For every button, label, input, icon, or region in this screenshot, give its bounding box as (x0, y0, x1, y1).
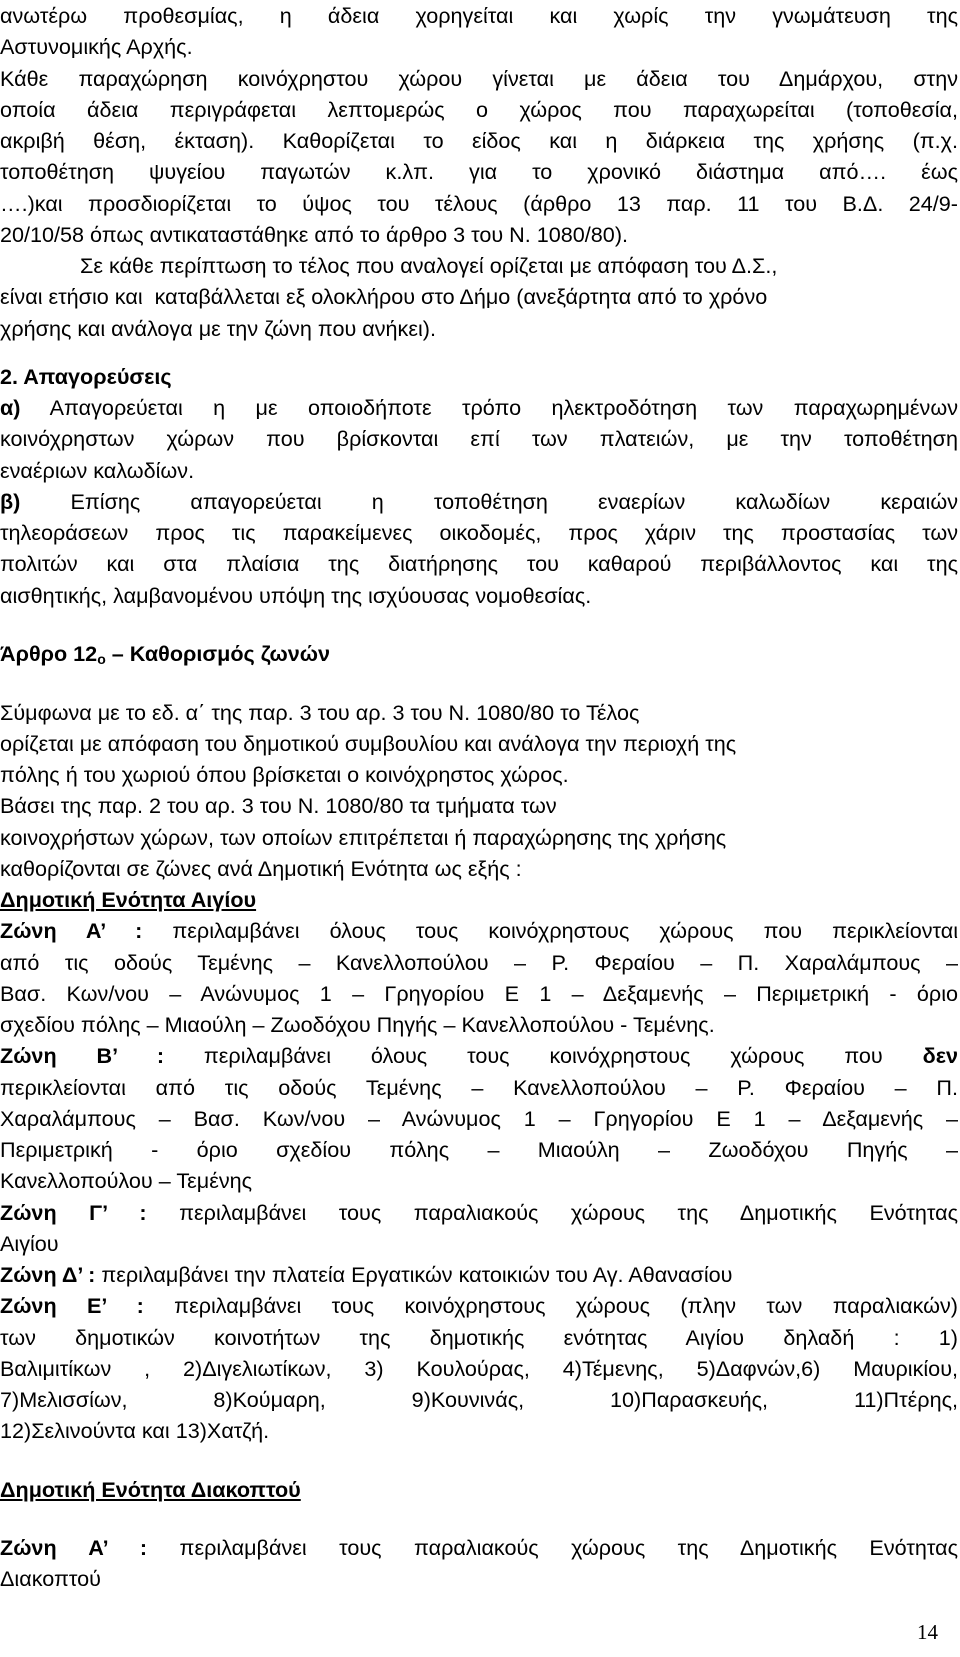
text-line: Σε κάθε περίπτωση το τέλος που αναλογεί ορίζεται με απόφαση του Δ.Σ., (80, 253, 778, 278)
text-line: τηλεοράσεων προς τις παρακείμενες οικοδομές, προς χάριν της προστασίας των (0, 520, 958, 545)
unit-heading: Δημοτική Ενότητα Αιγίου (0, 887, 257, 912)
zone-line (0, 1532, 958, 1563)
text-line: εναέριων καλωδίων. (0, 458, 195, 483)
zone-line (0, 1040, 958, 1071)
zone-line (0, 915, 958, 946)
text-span: Απαγορεύεται η με οποιοδήποτε τρόπο ηλεκτροδότηση των παραχωρημένων (49, 395, 958, 420)
text-line: Κάθε παραχώρηση κοινόχρηστου χώρου γίνεται με άδεια του Δημάρχου, στην (0, 66, 958, 91)
text-line: καθορίζονται σε ζώνες ανά Δημοτική Ενότητα ως εξής : (0, 856, 522, 881)
text-line: Βαλιμιτίκων , 2)Διγελιωτίκων, 3) Κουλούρας, 4)Τέμενης, 5)Δαφνών,6) Μαυρικίου, (0, 1356, 958, 1381)
text-line: ανωτέρω προθεσμίας, η άδεια χορηγείται και χωρίς την γνωμάτευση της (0, 3, 958, 28)
text-line: τοποθέτηση ψυγείου παγωτών κ.λπ. για το χρονικό διάστημα από…. έως (0, 159, 958, 184)
text-line: Χαραλάμπους – Βασ. Κων/νου – Ανώνυμος 1 – Γρηγορίου Ε 1 – Δεξαμενής – (0, 1106, 958, 1131)
zone-line (0, 1290, 958, 1321)
text-span: περιλαμβάνει όλους τους κοινόχρηστους χώρους που (164, 1043, 923, 1068)
text-span: περιλαμβάνει την πλατεία Εργατικών κατοικιών του Αγ. Αθανασίου (95, 1262, 733, 1287)
text-span: περιλαμβάνει τους κοινόχρηστους χώρους (πλην των παραλιακών) (143, 1293, 958, 1318)
text-line: από τις οδούς Τεμένης – Κανελλοπούλου – Ρ. Φεραίου – Π. Χαραλάμπους – (0, 950, 958, 975)
text-line: αισθητικής, λαμβανομένου υπόψη της ισχύουσας νομοθεσίας. (0, 583, 592, 608)
article-heading (0, 638, 958, 675)
text-line: ορίζεται με απόφαση του δημοτικού συμβουλίου και ανάλογα την περιοχή της (0, 731, 737, 756)
zone-label: Ζώνη Α’ : (0, 918, 143, 943)
text-line: κοινόχρηστων χώρων που βρίσκονται επί των πλατειών, με την τοποθέτηση (0, 426, 958, 451)
emphasis: δεν (922, 1043, 958, 1068)
paragraph-line (0, 486, 958, 517)
text-span: περιλαμβάνει τους παραλιακούς χώρους της Δημοτικής Ενότητας (146, 1200, 959, 1225)
article-prefix: Άρθρο 12 (0, 641, 98, 666)
zone-line (0, 1197, 958, 1228)
text-line: Περιμετρική - όριο σχεδίου πόλης – Μιαούλη – Ζωοδόχου Πηγής – (0, 1137, 958, 1162)
text-line: των δημοτικών κοινοτήτων της δημοτικής ενότητας Αιγίου δηλαδή : 1) (0, 1325, 958, 1350)
text-line: πόλης ή του χωριού όπου βρίσκεται ο κοινόχρηστος χώρος. (0, 762, 569, 787)
zone-label: Ζώνη Ε’ : (0, 1293, 144, 1318)
text-line: Βασ. Κων/νου – Ανώνυμος 1 – Γρηγορίου Ε 1 – Δεξαμενής – Περιμετρική - όριο (0, 981, 958, 1006)
text-line: κοινοχρήστων χώρων, των οποίων επιτρέπεται ή παραχώρησης της χρήσης (0, 825, 727, 850)
article-title: – Καθορισμός ζωνών (105, 641, 331, 666)
section-heading: 2. Απαγορεύσεις (0, 364, 172, 389)
text-span: περιλαμβάνει όλους τους κοινόχρηστους χώρους που περικλείονται (142, 918, 959, 943)
text-line: σχεδίου πόλης – Μιαούλη – Ζωοδόχου Πηγής – Κανελλοπούλου - Τεμένης. (0, 1012, 715, 1037)
paragraph-line (0, 392, 958, 423)
text-line: Βάσει της παρ. 2 του αρ. 3 του Ν. 1080/80 τα τμήματα των (0, 793, 557, 818)
zone-line (0, 1259, 958, 1290)
text-line: πολιτών και στα πλαίσια της διατήρησης του καθαρού περιβάλλοντος και της (0, 551, 958, 576)
zone-label: Ζώνη Γ’ : (0, 1200, 147, 1225)
article-ordinal: ο (97, 651, 106, 667)
zone-label: Ζώνη Β’ : (0, 1043, 165, 1068)
text-line: Διακοπτού (0, 1566, 101, 1591)
text-line: Σύμφωνα με το εδ. α΄ της παρ. 3 του αρ. 3 του Ν. 1080/80 το Τέλος (0, 700, 640, 725)
zone-label: Ζώνη Α’ : (0, 1535, 148, 1560)
text-line: 7)Μελισσίων, 8)Κούμαρη, 9)Κουνινάς, 10)Παρασκευής, 11)Πτέρης, (0, 1387, 958, 1412)
zone-label: Ζώνη Δ’ : (0, 1262, 96, 1287)
item-label: α) (0, 395, 21, 420)
text-span: Επίσης απαγορεύεται η τοποθέτηση εναερίων καλωδίων κεραιών (70, 489, 958, 514)
text-line: ….)και προσδιορίζεται το ύψος του τέλους (άρθρο 13 παρ. 11 του Β.Δ. 24/9- (0, 191, 958, 216)
text-line: είναι ετήσιο και καταβάλλεται εξ ολοκλήρου στο Δήμο (ανεξάρτητα από το χρόνο (0, 284, 768, 309)
text-line: οποία άδεια περιγράφεται λεπτομερώς ο χώρος που παραχωρείται (τοποθεσία, (0, 97, 958, 122)
text-line: περικλείονται από τις οδούς Τεμένης – Κανελλοπούλου – Ρ. Φεραίου – Π. (0, 1075, 958, 1100)
text-span: περιλαμβάνει τους παραλιακούς χώρους της Δημοτικής Ενότητας (147, 1535, 958, 1560)
text-line: 12)Σελινούντα και 13)Χατζή. (0, 1418, 270, 1443)
text-line: 20/10/58 όπως αντικαταστάθηκε από το άρθρο 3 του Ν. 1080/80). (0, 222, 629, 247)
text-line: ακριβή θέση, έκταση). Καθορίζεται το είδος και η διάρκεια της χρήσης (π.χ. (0, 128, 958, 153)
page-number: 14 (917, 1620, 938, 1644)
text-line: χρήσης και ανάλογα με την ζώνη που ανήκει). (0, 316, 436, 341)
text-line: Κανελλοπούλου – Τεμένης (0, 1168, 253, 1193)
item-label: β) (0, 489, 21, 514)
text-line: Αιγίου (0, 1231, 59, 1256)
text-line: Αστυνομικής Αρχής. (0, 34, 193, 59)
unit-heading: Δημοτική Ενότητα Διακοπτού (0, 1477, 301, 1502)
